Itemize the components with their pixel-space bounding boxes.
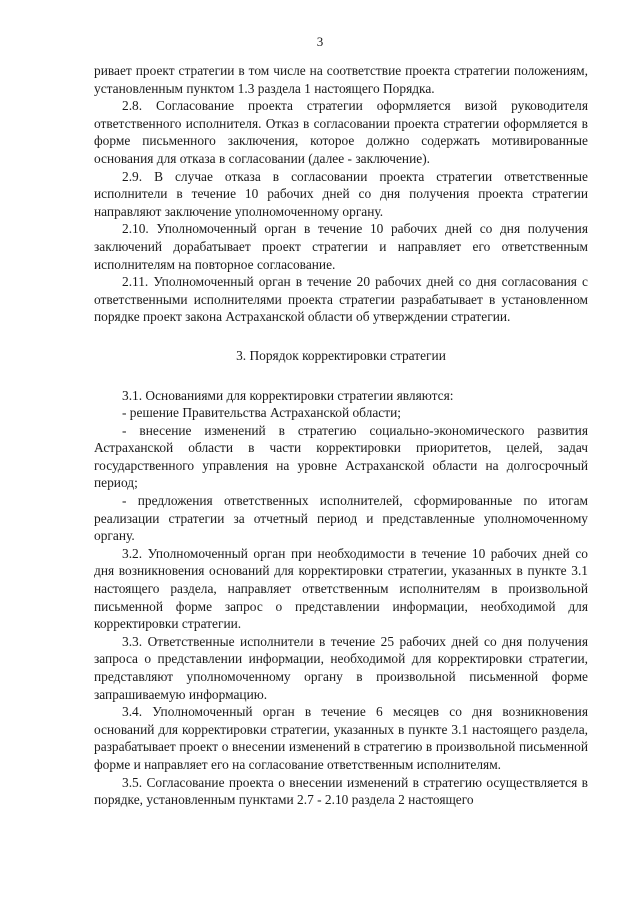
paragraph-p-3-1-a: - решение Правительства Астраханской области; (122, 405, 401, 421)
paragraph-p-3-3: 3.3. Ответственные исполнители в течение 25 рабочих дней со дня получения запроса о представлении информации, необходимой для корректировки стратегии, представляют уполномоченному органу в произвольной письменной форме запрашиваемую информацию. (94, 633, 588, 702)
paragraph-p-3-1-b: - внесение изменений в стратегию социально-экономического развития Астраханской области в части корректировки приоритетов, целей, задач государственного управления на уровне Астраханской области на долгосрочный период; (94, 422, 588, 491)
paragraph-p-3-1: 3.1. Основаниями для корректировки стратегии являются: (122, 387, 454, 403)
section-3-body (94, 387, 588, 809)
paragraph-p-2-10: 2.10. Уполномоченный орган в течение 10 рабочих дней со дня получения заключений дорабатывает проект стратегии и направляет его ответственным исполнителям на повторное согласование. (94, 221, 588, 272)
paragraph-p-cont: ривает проект стратегии в том числе на соответствие проекта стратегии положениям, установленным пунктом 1.3 раздела 1 настоящего Порядка. (94, 63, 588, 96)
paragraph-p-2-9: 2.9. В случае отказа в согласовании проекта стратегии ответственные исполнители в течение 10 рабочих дней со дня получения проекта стратегии направляют заключение уполномоченному органу. (94, 168, 588, 219)
paragraph-p-3-4: 3.4. Уполномоченный орган в течение 6 месяцев со дня возникновения оснований для корректировки стратегии, указанных в пункте 3.1 настоящего раздела, разрабатывает проект о внесении изменений в стратегию в произвольной письменной форме и направляет его на согласование ответственным исполнителям. (94, 704, 588, 772)
paragraph-p-3-2: 3.2. Уполномоченный орган при необходимости в течение 10 рабочих дней со дня возникновения оснований для корректировки стратегии, указанных в пункте 3.1 настоящего раздела, направляет ответственным исполнителям в произвольной письменной форме запрос о представлении информации, необходимой для корректировки стратегии. (94, 545, 588, 632)
section-2-continuation (94, 62, 588, 326)
section-title: 3. Порядок корректировки стратегии (236, 347, 446, 363)
paragraph-p-2-11: 2.11. Уполномоченный орган в течение 20 рабочих дней со дня согласования с ответственными исполнителями проекта стратегии разрабатывает в установленном порядке проект закона Астраханской области об утверждении стратегии. (94, 274, 588, 325)
paragraph-p-2-8: 2.8. Согласование проекта стратегии оформляется визой руководителя ответственного исполнителя. Отказ в согласовании проекта стратегии оформляется в форме письменного заключения, которое должно содержать мотивированные основания для отказа в согласовании (далее - заключение). (94, 98, 588, 166)
document-body (94, 62, 588, 809)
page-number: 3 (316, 34, 324, 49)
paragraph-p-3-5: 3.5. Согласование проекта о внесении изменений в стратегию осуществляется в порядке, установленным пунктами 2.7 - 2.10 раздела 2 настоящего (94, 774, 588, 808)
paragraph-p-3-1-c: - предложения ответственных исполнителей, сформированные по итогам реализации стратегии за отчетный период и представленные уполномоченному органу. (94, 493, 588, 544)
